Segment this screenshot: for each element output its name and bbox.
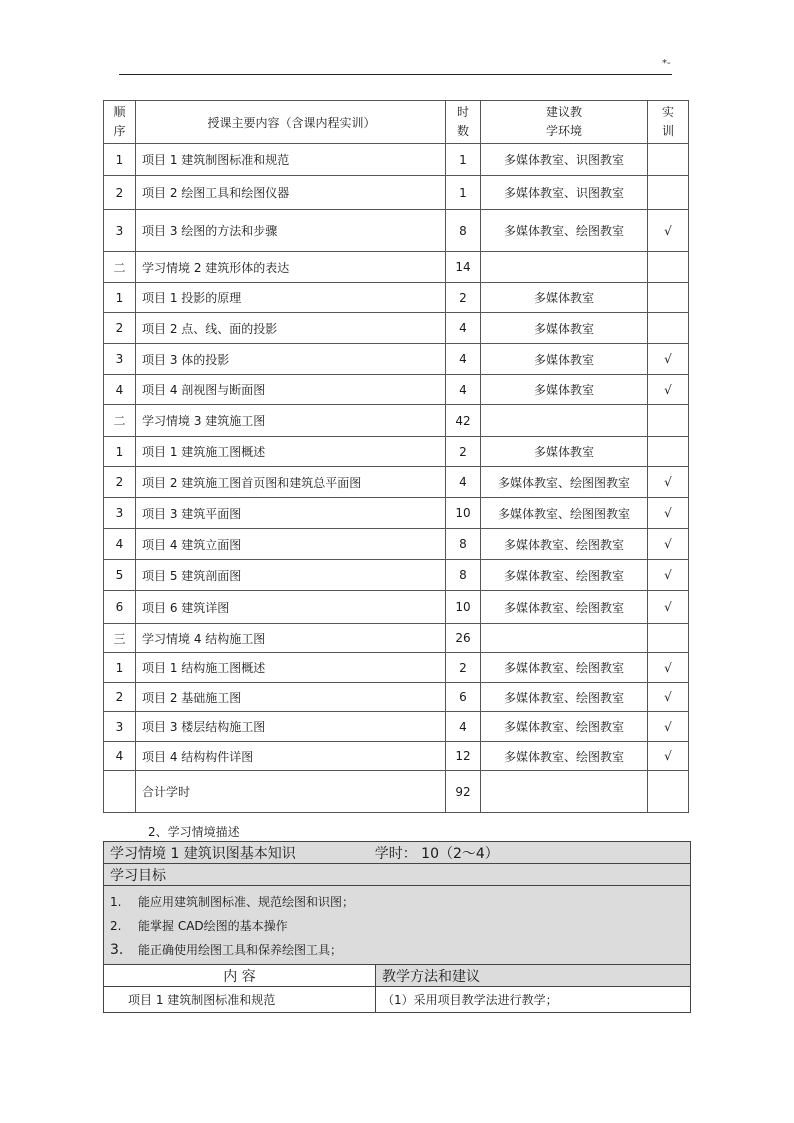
row-content: 项目 3 楼层结构施工图	[136, 712, 446, 742]
row-practice	[648, 252, 689, 283]
row-practice: √	[648, 467, 689, 498]
table-row	[104, 252, 689, 283]
row-hours: 1	[446, 144, 481, 176]
row-environment: 多媒体教室	[481, 344, 648, 375]
row-index: 三	[104, 624, 136, 653]
row-index: 3	[104, 712, 136, 742]
goals-row	[104, 886, 691, 965]
row-index: 2	[104, 683, 136, 712]
goals-label: 学习目标	[104, 864, 691, 886]
row-content: 项目 4 结构构件详图	[136, 742, 446, 771]
table-row	[104, 683, 689, 712]
total-label: 合计学时	[136, 771, 446, 813]
row-hours: 2	[446, 653, 481, 683]
table-row	[104, 987, 691, 1013]
row-index: 4	[104, 529, 136, 560]
row-content: 项目 3 绘图的方法和步骤	[136, 210, 446, 252]
row-practice: √	[648, 742, 689, 771]
content-method-header-row	[104, 965, 691, 987]
total-index	[104, 771, 136, 813]
row-index: 二	[104, 252, 136, 283]
method-header: 教学方法和建议	[376, 965, 691, 987]
row-environment: 多媒体教室、绘图教室	[481, 210, 648, 252]
row-hours: 4	[446, 375, 481, 405]
table-row	[104, 375, 689, 405]
goal-item: 2. 能掌握 CAD绘图的基本操作	[110, 919, 288, 933]
row-hours: 8	[446, 560, 481, 591]
row-index: 3	[104, 344, 136, 375]
table-row	[104, 176, 689, 210]
table-row	[104, 467, 689, 498]
row-environment	[481, 405, 648, 437]
row-environment: 多媒体教室、识图教室	[481, 144, 648, 176]
row-content: 项目 1 建筑制图标准和规范	[136, 144, 446, 176]
learning-situation-table	[103, 841, 691, 1013]
row-hours: 2	[446, 283, 481, 313]
row-environment: 多媒体教室	[481, 313, 648, 344]
row-practice	[648, 405, 689, 437]
row-environment: 多媒体教室、绘图教室	[481, 529, 648, 560]
row-practice: √	[648, 210, 689, 252]
row-practice: √	[648, 375, 689, 405]
row-practice: √	[648, 653, 689, 683]
col-header-hours: 时 数	[446, 101, 481, 144]
row-content: 项目 1 结构施工图概述	[136, 653, 446, 683]
row-index: 1	[104, 437, 136, 467]
total-practice	[648, 771, 689, 813]
row-environment: 多媒体教室、绘图教室	[481, 591, 648, 624]
goal-item: 1. 能应用建筑制图标准、规范绘图和识图；	[110, 895, 355, 909]
row-content: 项目 3 体的投影	[136, 344, 446, 375]
row-content: 项目 2 绘图工具和绘图仪器	[136, 176, 446, 210]
row-hours: 26	[446, 624, 481, 653]
goal-item: 3. 能正确使用绘图工具和保养绘图工具；	[110, 942, 343, 958]
row-content: 项目 1 投影的原理	[136, 283, 446, 313]
situation-hours: 学时： 10（2～4）	[374, 845, 499, 862]
row-index: 5	[104, 560, 136, 591]
row-practice	[648, 283, 689, 313]
row-index: 二	[104, 405, 136, 437]
table-row	[104, 560, 689, 591]
row-hours: 4	[446, 344, 481, 375]
table-row	[104, 283, 689, 313]
row-environment: 多媒体教室、绘图教室	[481, 712, 648, 742]
row-practice: √	[648, 560, 689, 591]
total-environment	[481, 771, 648, 813]
row-content: 学习情境 2 建筑形体的表达	[136, 252, 446, 283]
row-practice: √	[648, 529, 689, 560]
row-content: 项目 2 建筑施工图首页图和建筑总平面图	[136, 467, 446, 498]
table-row	[104, 591, 689, 624]
row-content: 学习情境 3 建筑施工图	[136, 405, 446, 437]
row-content: 项目 2 基础施工图	[136, 683, 446, 712]
table-row	[104, 742, 689, 771]
col-header-index: 顺 序	[104, 101, 136, 144]
col-header-environment: 建议教 学环境	[481, 101, 648, 144]
row-content: 项目 6 建筑详图	[136, 591, 446, 624]
row-environment: 多媒体教室、绘图教室	[481, 560, 648, 591]
row-index: 6	[104, 591, 136, 624]
table-row	[104, 712, 689, 742]
row-practice: √	[648, 683, 689, 712]
table-row	[104, 144, 689, 176]
row-hours: 8	[446, 529, 481, 560]
row-environment: 多媒体教室、绘图图教室	[481, 498, 648, 529]
row-practice	[648, 176, 689, 210]
row-content: 项目 1 建筑施工图概述	[136, 437, 446, 467]
table-row	[104, 529, 689, 560]
total-hours: 92	[446, 771, 481, 813]
row-content: 项目 4 剖视图与断面图	[136, 375, 446, 405]
col-header-practice: 实 训	[648, 101, 689, 144]
table-row	[104, 405, 689, 437]
row-practice	[648, 313, 689, 344]
row-practice: √	[648, 498, 689, 529]
row-index: 1	[104, 653, 136, 683]
row-hours: 1	[446, 176, 481, 210]
table-row	[104, 437, 689, 467]
row-hours: 4	[446, 467, 481, 498]
row-content: 项目 2 点、线、面的投影	[136, 313, 446, 344]
table-row	[104, 313, 689, 344]
section-heading: 2、学习情境描述	[148, 825, 240, 839]
row-environment: 多媒体教室、绘图教室	[481, 683, 648, 712]
row-hours: 12	[446, 742, 481, 771]
method-item: （1）采用项目教学法进行教学；	[376, 987, 691, 1013]
row-index: 2	[104, 467, 136, 498]
row-hours: 42	[446, 405, 481, 437]
row-hours: 10	[446, 498, 481, 529]
row-hours: 8	[446, 210, 481, 252]
table-header-row	[104, 101, 689, 144]
row-index: 3	[104, 210, 136, 252]
row-hours: 4	[446, 712, 481, 742]
row-environment: 多媒体教室、绘图教室	[481, 653, 648, 683]
row-hours: 2	[446, 437, 481, 467]
row-environment: 多媒体教室、识图教室	[481, 176, 648, 210]
page-marker: *-	[662, 58, 671, 69]
row-index: 4	[104, 375, 136, 405]
row-hours: 6	[446, 683, 481, 712]
row-index: 4	[104, 742, 136, 771]
table-row	[104, 624, 689, 653]
row-index: 1	[104, 283, 136, 313]
situation-title-row	[104, 842, 691, 864]
row-content: 项目 5 建筑剖面图	[136, 560, 446, 591]
row-environment: 多媒体教室、绘图图教室	[481, 467, 648, 498]
row-hours: 14	[446, 252, 481, 283]
row-practice	[648, 144, 689, 176]
total-row	[104, 771, 689, 813]
row-hours: 4	[446, 313, 481, 344]
row-index: 2	[104, 176, 136, 210]
row-environment	[481, 252, 648, 283]
row-environment: 多媒体教室	[481, 375, 648, 405]
row-environment	[481, 624, 648, 653]
header-rule	[119, 74, 672, 75]
course-schedule-table	[103, 100, 689, 813]
row-practice	[648, 624, 689, 653]
row-practice: √	[648, 712, 689, 742]
row-practice	[648, 437, 689, 467]
row-hours: 10	[446, 591, 481, 624]
row-practice: √	[648, 591, 689, 624]
table-row	[104, 344, 689, 375]
table-row	[104, 498, 689, 529]
row-environment: 多媒体教室、绘图教室	[481, 742, 648, 771]
row-content: 项目 4 建筑立面图	[136, 529, 446, 560]
row-content: 学习情境 4 结构施工图	[136, 624, 446, 653]
row-index: 3	[104, 498, 136, 529]
content-item: 项目 1 建筑制图标准和规范	[104, 987, 376, 1013]
goals-label-row	[104, 864, 691, 886]
row-environment: 多媒体教室	[481, 283, 648, 313]
table-row	[104, 210, 689, 252]
col-header-content: 授课主要内容（含课内程实训）	[136, 101, 446, 144]
table-row	[104, 653, 689, 683]
row-environment: 多媒体教室	[481, 437, 648, 467]
situation-title: 学习情境 1 建筑识图基本知识	[110, 845, 296, 862]
row-index: 1	[104, 144, 136, 176]
row-index: 2	[104, 313, 136, 344]
row-content: 项目 3 建筑平面图	[136, 498, 446, 529]
row-practice: √	[648, 344, 689, 375]
content-header: 内 容	[104, 965, 376, 987]
